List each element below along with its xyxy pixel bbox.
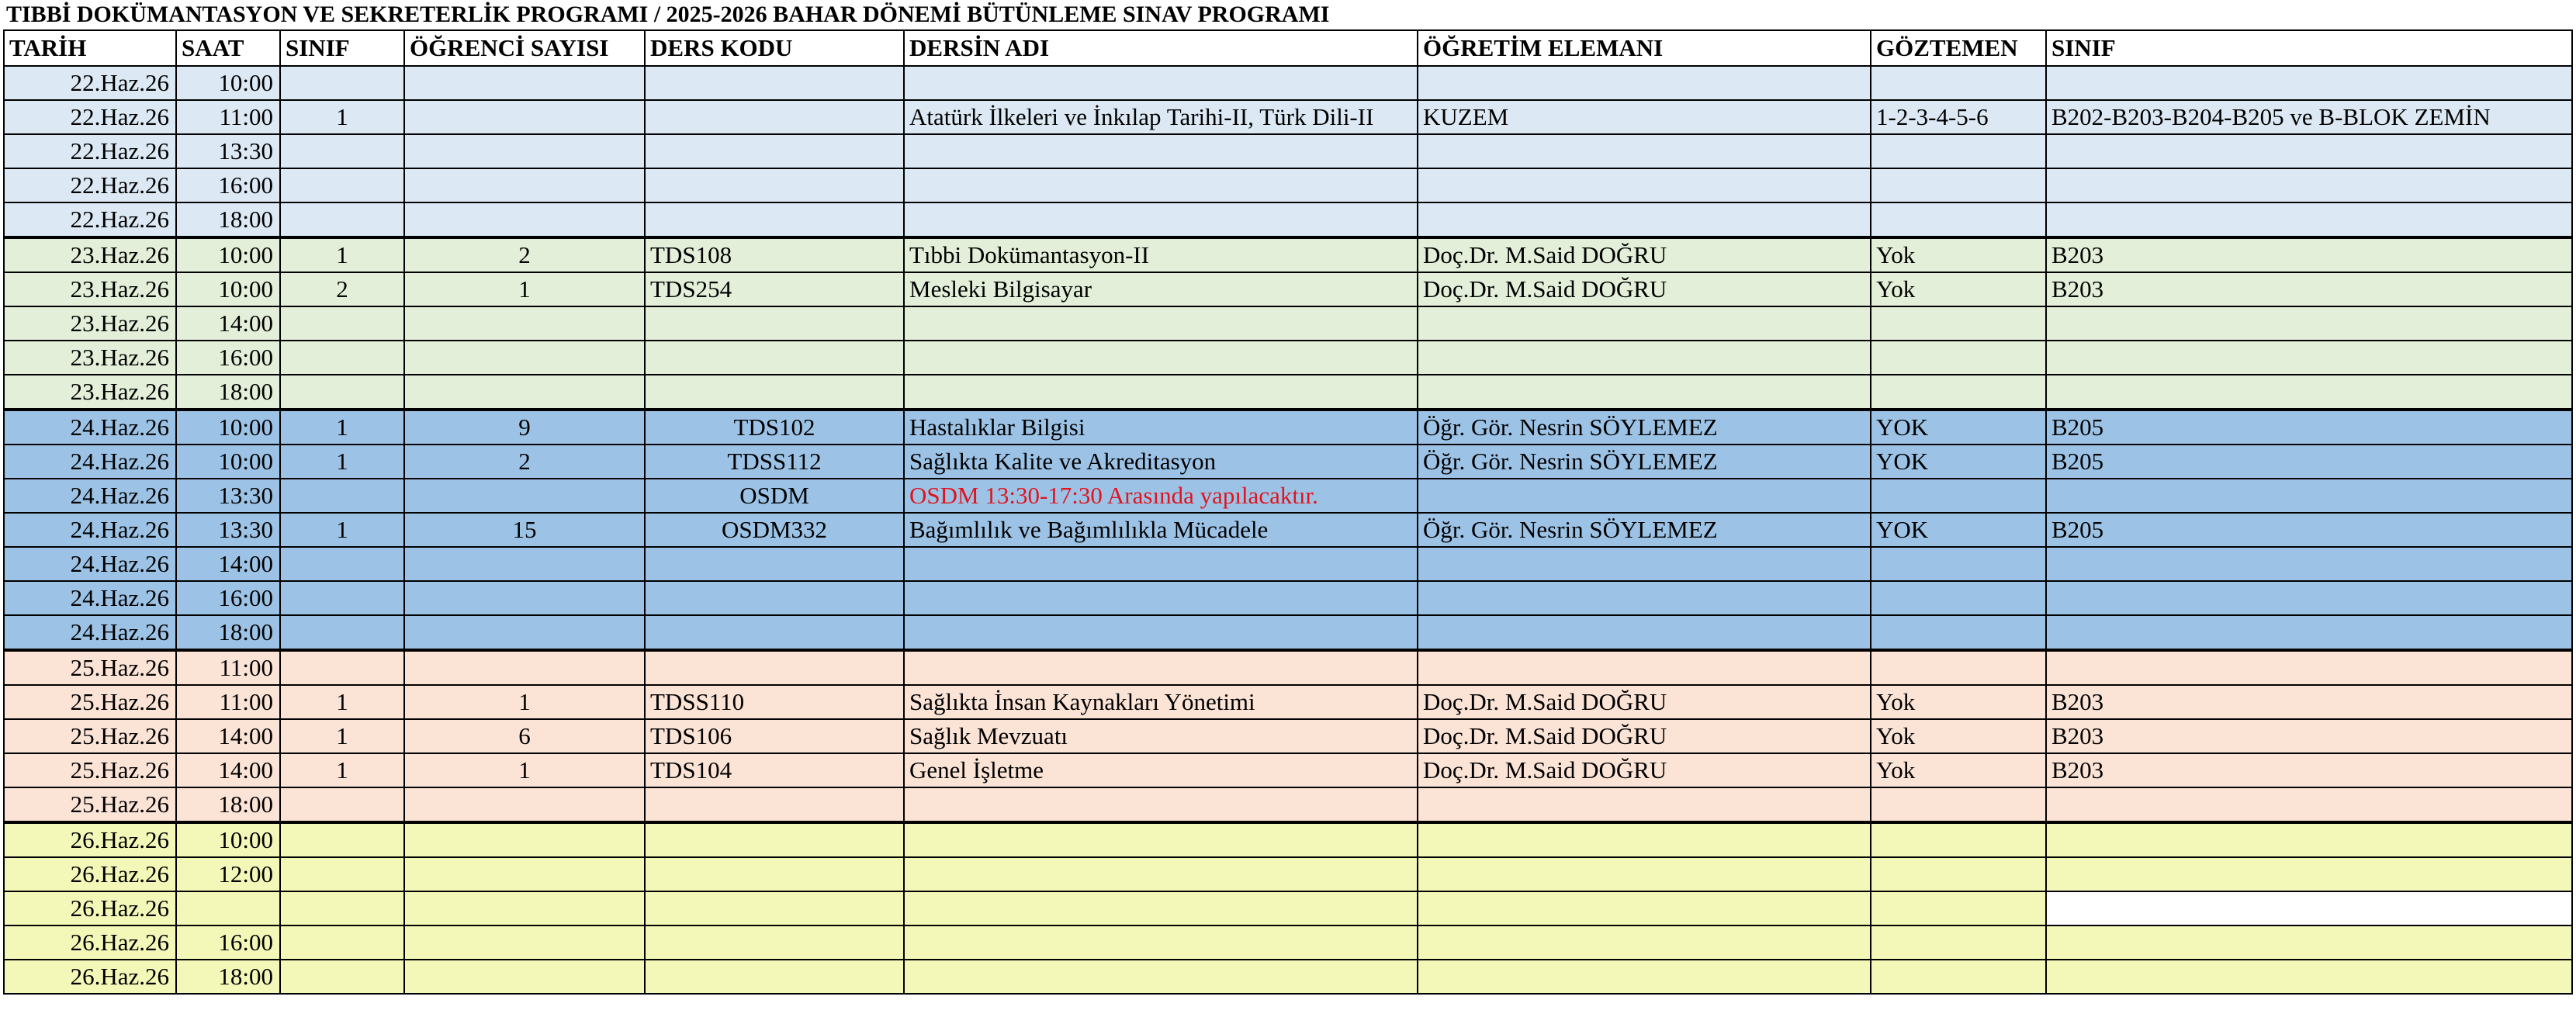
cell-instructor[interactable]	[1418, 857, 1871, 891]
table-row	[4, 650, 2572, 685]
cell-course-name[interactable]	[904, 581, 1418, 615]
cell-instructor[interactable]: Öğr. Gör. Nesrin SÖYLEMEZ	[1418, 513, 1871, 547]
cell-date[interactable]: 23.Haz.26	[4, 272, 176, 306]
cell-class[interactable]	[280, 581, 404, 615]
cell-course-name[interactable]	[904, 341, 1418, 375]
cell-time[interactable]: 13:30	[176, 134, 280, 168]
cell-proctor[interactable]: YOK	[1871, 513, 2046, 547]
cell-student-count[interactable]	[404, 479, 645, 513]
cell-time[interactable]: 16:00	[176, 581, 280, 615]
cell-course-name[interactable]: Sağlıkta Kalite ve Akreditasyon	[904, 445, 1418, 479]
cell-class[interactable]	[280, 306, 404, 341]
cell-instructor[interactable]	[1418, 787, 1871, 822]
cell-student-count[interactable]: 2	[404, 237, 645, 272]
table-row	[4, 857, 2572, 891]
cell-instructor[interactable]	[1418, 202, 1871, 237]
cell-course-code[interactable]	[645, 857, 904, 891]
cell-time[interactable]: 10:00	[176, 410, 280, 445]
cell-proctor[interactable]: YOK	[1871, 410, 2046, 445]
cell-proctor[interactable]	[1871, 615, 2046, 650]
header-date[interactable]: TARİH	[4, 30, 176, 66]
cell-course-name[interactable]: Sağlıkta İnsan Kaynakları Yönetimi	[904, 685, 1418, 719]
cell-date[interactable]: 26.Haz.26	[4, 857, 176, 891]
cell-course-name[interactable]: Tıbbi Dokümantasyon-II	[904, 237, 1418, 272]
cell-class[interactable]	[280, 66, 404, 100]
cell-time[interactable]: 11:00	[176, 100, 280, 134]
cell-student-count[interactable]: 15	[404, 513, 645, 547]
cell-time[interactable]: 10:00	[176, 822, 280, 857]
cell-instructor[interactable]: Doç.Dr. M.Said DOĞRU	[1418, 272, 1871, 306]
cell-course-code[interactable]: TDS254	[645, 272, 904, 306]
cell-date[interactable]: 22.Haz.26	[4, 134, 176, 168]
cell-instructor[interactable]	[1418, 581, 1871, 615]
cell-time[interactable]: 11:00	[176, 685, 280, 719]
cell-student-count[interactable]	[404, 857, 645, 891]
cell-date[interactable]: 22.Haz.26	[4, 100, 176, 134]
cell-course-name[interactable]	[904, 547, 1418, 581]
cell-time[interactable]	[176, 891, 280, 925]
cell-room[interactable]	[2046, 134, 2572, 168]
cell-date[interactable]: 24.Haz.26	[4, 410, 176, 445]
cell-class[interactable]	[280, 479, 404, 513]
cell-class[interactable]: 1	[280, 445, 404, 479]
cell-student-count[interactable]	[404, 100, 645, 134]
cell-course-code[interactable]	[645, 547, 904, 581]
cell-student-count[interactable]	[404, 66, 645, 100]
cell-instructor[interactable]: Doç.Dr. M.Said DOĞRU	[1418, 753, 1871, 787]
cell-student-count[interactable]: 1	[404, 685, 645, 719]
cell-time[interactable]: 18:00	[176, 375, 280, 410]
cell-room[interactable]	[2046, 547, 2572, 581]
cell-time[interactable]: 11:00	[176, 650, 280, 685]
cell-course-code[interactable]	[645, 822, 904, 857]
cell-course-name[interactable]: Mesleki Bilgisayar	[904, 272, 1418, 306]
cell-date[interactable]: 23.Haz.26	[4, 306, 176, 341]
cell-date[interactable]: 26.Haz.26	[4, 822, 176, 857]
cell-course-code[interactable]	[645, 66, 904, 100]
cell-course-code[interactable]: TDS102	[645, 410, 904, 445]
cell-date[interactable]: 22.Haz.26	[4, 202, 176, 237]
table-row	[4, 375, 2572, 410]
cell-class[interactable]: 1	[280, 100, 404, 134]
cell-date[interactable]: 26.Haz.26	[4, 925, 176, 960]
cell-student-count[interactable]	[404, 547, 645, 581]
exam-schedule-table	[3, 29, 2573, 995]
cell-student-count[interactable]	[404, 202, 645, 237]
cell-proctor[interactable]	[1871, 202, 2046, 237]
cell-instructor[interactable]	[1418, 891, 1871, 925]
cell-instructor[interactable]	[1418, 375, 1871, 410]
cell-room[interactable]: B203	[2046, 272, 2572, 306]
cell-instructor[interactable]: Doç.Dr. M.Said DOĞRU	[1418, 237, 1871, 272]
table-row	[4, 822, 2572, 857]
cell-date[interactable]: 24.Haz.26	[4, 547, 176, 581]
cell-time[interactable]: 10:00	[176, 66, 280, 100]
cell-date[interactable]: 22.Haz.26	[4, 66, 176, 100]
cell-class[interactable]: 1	[280, 237, 404, 272]
cell-room[interactable]	[2046, 650, 2572, 685]
cell-date[interactable]: 24.Haz.26	[4, 581, 176, 615]
cell-date[interactable]: 26.Haz.26	[4, 960, 176, 994]
header-course-code[interactable]: DERS KODU	[645, 30, 904, 66]
cell-room[interactable]: B203	[2046, 685, 2572, 719]
cell-course-code[interactable]	[645, 925, 904, 960]
cell-class[interactable]: 1	[280, 753, 404, 787]
cell-course-name[interactable]	[904, 822, 1418, 857]
cell-proctor[interactable]: Yok	[1871, 719, 2046, 753]
cell-time[interactable]: 14:00	[176, 719, 280, 753]
cell-room[interactable]	[2046, 66, 2572, 100]
cell-student-count[interactable]: 1	[404, 753, 645, 787]
cell-instructor[interactable]: Doç.Dr. M.Said DOĞRU	[1418, 685, 1871, 719]
cell-date[interactable]: 23.Haz.26	[4, 375, 176, 410]
cell-course-code[interactable]: TDS104	[645, 753, 904, 787]
cell-date[interactable]: 23.Haz.26	[4, 341, 176, 375]
cell-class[interactable]	[280, 547, 404, 581]
table-row	[4, 100, 2572, 134]
cell-room[interactable]: B205	[2046, 410, 2572, 445]
cell-course-code[interactable]	[645, 650, 904, 685]
cell-proctor[interactable]	[1871, 787, 2046, 822]
cell-instructor[interactable]	[1418, 650, 1871, 685]
cell-instructor[interactable]: Doç.Dr. M.Said DOĞRU	[1418, 719, 1871, 753]
cell-student-count[interactable]	[404, 822, 645, 857]
cell-instructor[interactable]	[1418, 925, 1871, 960]
header-time[interactable]: SAAT	[176, 30, 280, 66]
cell-instructor[interactable]	[1418, 547, 1871, 581]
cell-room[interactable]: B202-B203-B204-B205 ve B-BLOK ZEMİN	[2046, 100, 2572, 134]
cell-time[interactable]: 10:00	[176, 237, 280, 272]
cell-course-code[interactable]: TDS108	[645, 237, 904, 272]
cell-course-code[interactable]	[645, 341, 904, 375]
cell-class[interactable]	[280, 341, 404, 375]
cell-student-count[interactable]	[404, 650, 645, 685]
table-row	[4, 202, 2572, 237]
cell-instructor[interactable]: Öğr. Gör. Nesrin SÖYLEMEZ	[1418, 445, 1871, 479]
table-row	[4, 237, 2572, 272]
cell-course-name[interactable]: OSDM 13:30-17:30 Arasında yapılacaktır.	[904, 479, 1418, 513]
cell-proctor[interactable]	[1871, 375, 2046, 410]
cell-course-code[interactable]	[645, 581, 904, 615]
cell-time[interactable]: 13:30	[176, 513, 280, 547]
cell-instructor[interactable]	[1418, 134, 1871, 168]
header-course-name[interactable]: DERSİN ADI	[904, 30, 1418, 66]
cell-student-count[interactable]	[404, 134, 645, 168]
cell-proctor[interactable]: Yok	[1871, 237, 2046, 272]
cell-class[interactable]	[280, 202, 404, 237]
cell-class[interactable]: 1	[280, 685, 404, 719]
cell-class[interactable]	[280, 925, 404, 960]
cell-time[interactable]: 16:00	[176, 925, 280, 960]
cell-room[interactable]	[2046, 306, 2572, 341]
cell-class[interactable]	[280, 891, 404, 925]
cell-student-count[interactable]: 1	[404, 272, 645, 306]
cell-course-code[interactable]	[645, 960, 904, 994]
cell-class[interactable]: 1	[280, 410, 404, 445]
cell-proctor[interactable]	[1871, 650, 2046, 685]
cell-time[interactable]: 10:00	[176, 445, 280, 479]
cell-proctor[interactable]	[1871, 857, 2046, 891]
cell-class[interactable]: 1	[280, 513, 404, 547]
cell-instructor[interactable]: Öğr. Gör. Nesrin SÖYLEMEZ	[1418, 410, 1871, 445]
table-row	[4, 134, 2572, 168]
cell-course-code[interactable]	[645, 306, 904, 341]
cell-student-count[interactable]	[404, 891, 645, 925]
cell-course-code[interactable]: OSDM332	[645, 513, 904, 547]
header-room[interactable]: SINIF	[2046, 30, 2572, 66]
cell-course-name[interactable]	[904, 857, 1418, 891]
cell-proctor[interactable]	[1871, 891, 2046, 925]
cell-class[interactable]	[280, 822, 404, 857]
cell-course-code[interactable]	[645, 100, 904, 134]
cell-date[interactable]: 24.Haz.26	[4, 615, 176, 650]
cell-room[interactable]	[2046, 822, 2572, 857]
cell-date[interactable]: 25.Haz.26	[4, 650, 176, 685]
cell-room[interactable]: B205	[2046, 445, 2572, 479]
cell-student-count[interactable]	[404, 581, 645, 615]
cell-student-count[interactable]	[404, 168, 645, 202]
cell-class[interactable]	[280, 650, 404, 685]
cell-class[interactable]: 2	[280, 272, 404, 306]
cell-course-code[interactable]: OSDM	[645, 479, 904, 513]
cell-course-code[interactable]	[645, 787, 904, 822]
cell-course-code[interactable]	[645, 891, 904, 925]
cell-course-name[interactable]: Atatürk İlkeleri ve İnkılap Tarihi-II, Türk Dili-II	[904, 100, 1418, 134]
cell-proctor[interactable]	[1871, 479, 2046, 513]
cell-room[interactable]: B203	[2046, 719, 2572, 753]
cell-course-code[interactable]	[645, 168, 904, 202]
table-row	[4, 272, 2572, 306]
header-student-count[interactable]: ÖĞRENCİ SAYISI	[404, 30, 645, 66]
cell-proctor[interactable]: Yok	[1871, 272, 2046, 306]
cell-course-name[interactable]	[904, 306, 1418, 341]
cell-time[interactable]: 18:00	[176, 960, 280, 994]
cell-course-name[interactable]	[904, 925, 1418, 960]
cell-room[interactable]	[2046, 891, 2572, 925]
cell-course-name[interactable]	[904, 615, 1418, 650]
cell-proctor[interactable]: YOK	[1871, 445, 2046, 479]
cell-student-count[interactable]	[404, 341, 645, 375]
cell-date[interactable]: 24.Haz.26	[4, 445, 176, 479]
cell-course-name[interactable]	[904, 891, 1418, 925]
cell-class[interactable]: 1	[280, 719, 404, 753]
cell-course-code[interactable]	[645, 134, 904, 168]
cell-course-name[interactable]	[904, 168, 1418, 202]
cell-room[interactable]	[2046, 960, 2572, 994]
table-row	[4, 787, 2572, 822]
cell-proctor[interactable]	[1871, 822, 2046, 857]
table-row	[4, 341, 2572, 375]
cell-course-code[interactable]: TDSS110	[645, 685, 904, 719]
cell-instructor[interactable]	[1418, 615, 1871, 650]
cell-student-count[interactable]	[404, 960, 645, 994]
cell-instructor[interactable]	[1418, 66, 1871, 100]
cell-time[interactable]: 14:00	[176, 547, 280, 581]
cell-time[interactable]: 18:00	[176, 202, 280, 237]
table-row	[4, 685, 2572, 719]
cell-student-count[interactable]	[404, 925, 645, 960]
cell-room[interactable]	[2046, 615, 2572, 650]
cell-date[interactable]: 24.Haz.26	[4, 479, 176, 513]
cell-time[interactable]: 13:30	[176, 479, 280, 513]
cell-course-code[interactable]: TDS106	[645, 719, 904, 753]
cell-room[interactable]	[2046, 857, 2572, 891]
cell-student-count[interactable]: 6	[404, 719, 645, 753]
cell-student-count[interactable]	[404, 615, 645, 650]
cell-proctor[interactable]	[1871, 168, 2046, 202]
sheet-title: TIBBİ DOKÜMANTASYON VE SEKRETERLİK PROGRAMI / 2025-2026 BAHAR DÖNEMİ BÜTÜNLEME SINAV PROGRAMI	[6, 2, 1330, 27]
cell-proctor[interactable]	[1871, 581, 2046, 615]
cell-class[interactable]	[280, 168, 404, 202]
cell-instructor[interactable]	[1418, 341, 1871, 375]
cell-date[interactable]: 25.Haz.26	[4, 753, 176, 787]
cell-room[interactable]	[2046, 581, 2572, 615]
cell-room[interactable]	[2046, 202, 2572, 237]
cell-instructor[interactable]	[1418, 960, 1871, 994]
cell-date[interactable]: 24.Haz.26	[4, 513, 176, 547]
cell-date[interactable]: 22.Haz.26	[4, 168, 176, 202]
cell-course-code[interactable]	[645, 202, 904, 237]
cell-room[interactable]	[2046, 925, 2572, 960]
cell-date[interactable]: 23.Haz.26	[4, 237, 176, 272]
cell-time[interactable]: 16:00	[176, 341, 280, 375]
cell-room[interactable]: B203	[2046, 237, 2572, 272]
header-row	[4, 30, 2572, 66]
cell-time[interactable]: 16:00	[176, 168, 280, 202]
table-row	[4, 960, 2572, 994]
cell-instructor[interactable]	[1418, 306, 1871, 341]
cell-instructor[interactable]	[1418, 168, 1871, 202]
cell-proctor[interactable]	[1871, 341, 2046, 375]
table-row	[4, 719, 2572, 753]
cell-proctor[interactable]	[1871, 925, 2046, 960]
table-row	[4, 753, 2572, 787]
cell-proctor[interactable]: Yok	[1871, 753, 2046, 787]
cell-course-name[interactable]	[904, 960, 1418, 994]
cell-course-code[interactable]	[645, 375, 904, 410]
cell-class[interactable]	[280, 615, 404, 650]
cell-student-count[interactable]: 9	[404, 410, 645, 445]
table-row	[4, 925, 2572, 960]
cell-student-count[interactable]: 2	[404, 445, 645, 479]
cell-course-name[interactable]	[904, 787, 1418, 822]
table-row	[4, 581, 2572, 615]
cell-time[interactable]: 18:00	[176, 787, 280, 822]
cell-room[interactable]	[2046, 341, 2572, 375]
cell-room[interactable]: B203	[2046, 753, 2572, 787]
cell-date[interactable]: 25.Haz.26	[4, 719, 176, 753]
cell-student-count[interactable]	[404, 306, 645, 341]
header-class[interactable]: SINIF	[280, 30, 404, 66]
cell-room[interactable]: B205	[2046, 513, 2572, 547]
cell-class[interactable]	[280, 375, 404, 410]
cell-instructor[interactable]: KUZEM	[1418, 100, 1871, 134]
header-instructor[interactable]: ÖĞRETİM ELEMANI	[1418, 30, 1871, 66]
cell-course-code[interactable]: TDSS112	[645, 445, 904, 479]
cell-course-name[interactable]: Genel İşletme	[904, 753, 1418, 787]
cell-student-count[interactable]	[404, 375, 645, 410]
cell-time[interactable]: 10:00	[176, 272, 280, 306]
table-row	[4, 615, 2572, 650]
table-row	[4, 891, 2572, 925]
cell-student-count[interactable]	[404, 787, 645, 822]
cell-time[interactable]: 18:00	[176, 615, 280, 650]
cell-course-name[interactable]: Sağlık Mevzuatı	[904, 719, 1418, 753]
cell-course-name[interactable]	[904, 134, 1418, 168]
cell-time[interactable]: 12:00	[176, 857, 280, 891]
cell-class[interactable]	[280, 857, 404, 891]
table-row	[4, 445, 2572, 479]
cell-proctor[interactable]	[1871, 134, 2046, 168]
cell-course-name[interactable]	[904, 375, 1418, 410]
cell-course-name[interactable]: Bağımlılık ve Bağımlılıkla Mücadele	[904, 513, 1418, 547]
cell-room[interactable]	[2046, 787, 2572, 822]
cell-course-code[interactable]	[645, 615, 904, 650]
cell-room[interactable]	[2046, 479, 2572, 513]
cell-course-name[interactable]	[904, 66, 1418, 100]
cell-room[interactable]	[2046, 168, 2572, 202]
table-row	[4, 547, 2572, 581]
cell-class[interactable]	[280, 134, 404, 168]
cell-course-name[interactable]: Hastalıklar Bilgisi	[904, 410, 1418, 445]
cell-date[interactable]: 25.Haz.26	[4, 685, 176, 719]
cell-proctor[interactable]	[1871, 960, 2046, 994]
table-row	[4, 410, 2572, 445]
table-row	[4, 479, 2572, 513]
cell-date[interactable]: 25.Haz.26	[4, 787, 176, 822]
cell-date[interactable]: 26.Haz.26	[4, 891, 176, 925]
cell-course-name[interactable]	[904, 650, 1418, 685]
cell-class[interactable]	[280, 787, 404, 822]
cell-proctor[interactable]	[1871, 306, 2046, 341]
cell-class[interactable]	[280, 960, 404, 994]
cell-proctor[interactable]	[1871, 66, 2046, 100]
table-row	[4, 306, 2572, 341]
schedule-rows	[4, 66, 2572, 994]
header-proctor[interactable]: GÖZTEMEN	[1871, 30, 2046, 66]
cell-proctor[interactable]: 1-2-3-4-5-6	[1871, 100, 2046, 134]
cell-time[interactable]: 14:00	[176, 753, 280, 787]
table-row	[4, 66, 2572, 100]
table-row	[4, 168, 2572, 202]
cell-instructor[interactable]	[1418, 822, 1871, 857]
cell-proctor[interactable]	[1871, 547, 2046, 581]
cell-instructor[interactable]	[1418, 479, 1871, 513]
table-row	[4, 513, 2572, 547]
cell-room[interactable]	[2046, 375, 2572, 410]
cell-course-name[interactable]	[904, 202, 1418, 237]
cell-proctor[interactable]: Yok	[1871, 685, 2046, 719]
cell-time[interactable]: 14:00	[176, 306, 280, 341]
